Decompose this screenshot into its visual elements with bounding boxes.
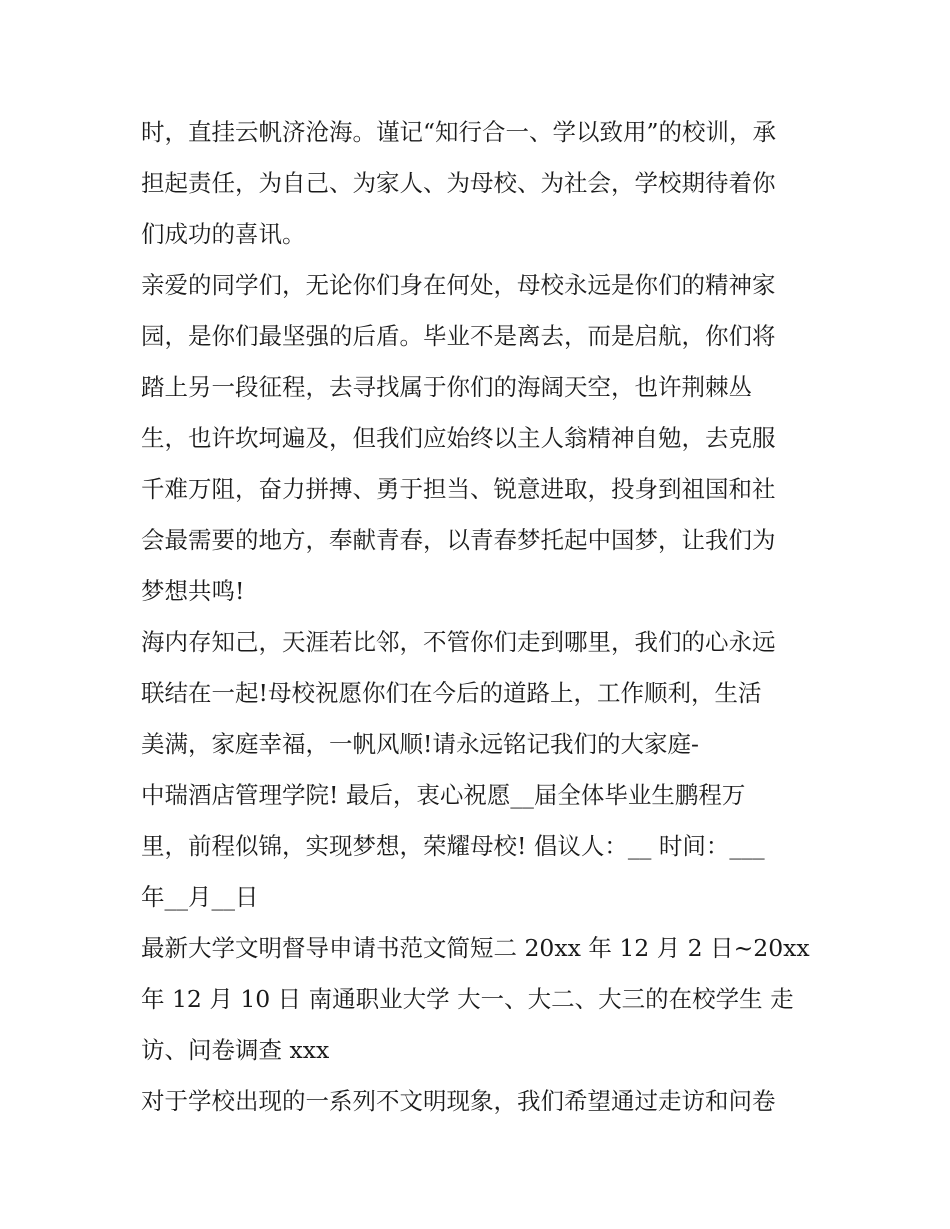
- text-line: 园，是你们最坚强的后盾。毕业不是离去，而是启航，你们将: [141, 322, 776, 350]
- text-line: 里，前程似锦，实现梦想，荣耀母校! 倡议人：__ 时间：___: [141, 832, 765, 860]
- text-line: 亲爱的同学们，无论你们身在何处，母校永远是你们的精神家: [141, 271, 776, 299]
- text-line: 海内存知己，天涯若比邻，不管你们走到哪里，我们的心永远: [141, 628, 776, 656]
- text-line: 们成功的喜讯。: [141, 220, 306, 248]
- text-line: 联结在一起!母校祝愿你们在今后的道路上，工作顺利，生活: [141, 679, 762, 707]
- text-line: 千难万阻，奋力拼搏、勇于担当、锐意进取，投身到祖国和社: [141, 475, 776, 503]
- text-line: 踏上另一段征程，去寻找属于你们的海阔天空，也许荆棘丛: [141, 373, 752, 401]
- text-line: 担起责任，为自己、为家人、为母校、为社会，学校期待着你: [141, 169, 776, 197]
- text-line: 年__月__日: [141, 883, 259, 911]
- text-line: 最新大学文明督导申请书范文简短二 20xx 年 12 月 2 日~20xx: [141, 934, 810, 962]
- document-body: [141, 107, 821, 1127]
- text-line: 会最需要的地方，奉献青春，以青春梦托起中国梦，让我们为: [141, 526, 776, 554]
- text-line: 梦想共鸣!: [141, 577, 245, 605]
- text-line: 生，也许坎坷遍及，但我们应始终以主人翁精神自勉，去克服: [141, 424, 776, 452]
- text-line: 年 12 月 10 日 南通职业大学 大一、大二、大三的在校学生 走: [141, 985, 794, 1013]
- text-line: 美满，家庭幸福，一帆风顺!请永远铭记我们的大家庭-: [141, 730, 699, 758]
- text-line: 访、问卷调查 xxx: [141, 1036, 330, 1064]
- text-line: 中瑞酒店管理学院! 最后，衷心祝愿__届全体毕业生鹏程万: [141, 781, 746, 809]
- text-line: 对于学校出现的一系列不文明现象，我们希望通过走访和问卷: [141, 1087, 776, 1115]
- text-line: 时，直挂云帆济沧海。谨记“知行合一、学以致用”的校训，承: [141, 118, 777, 146]
